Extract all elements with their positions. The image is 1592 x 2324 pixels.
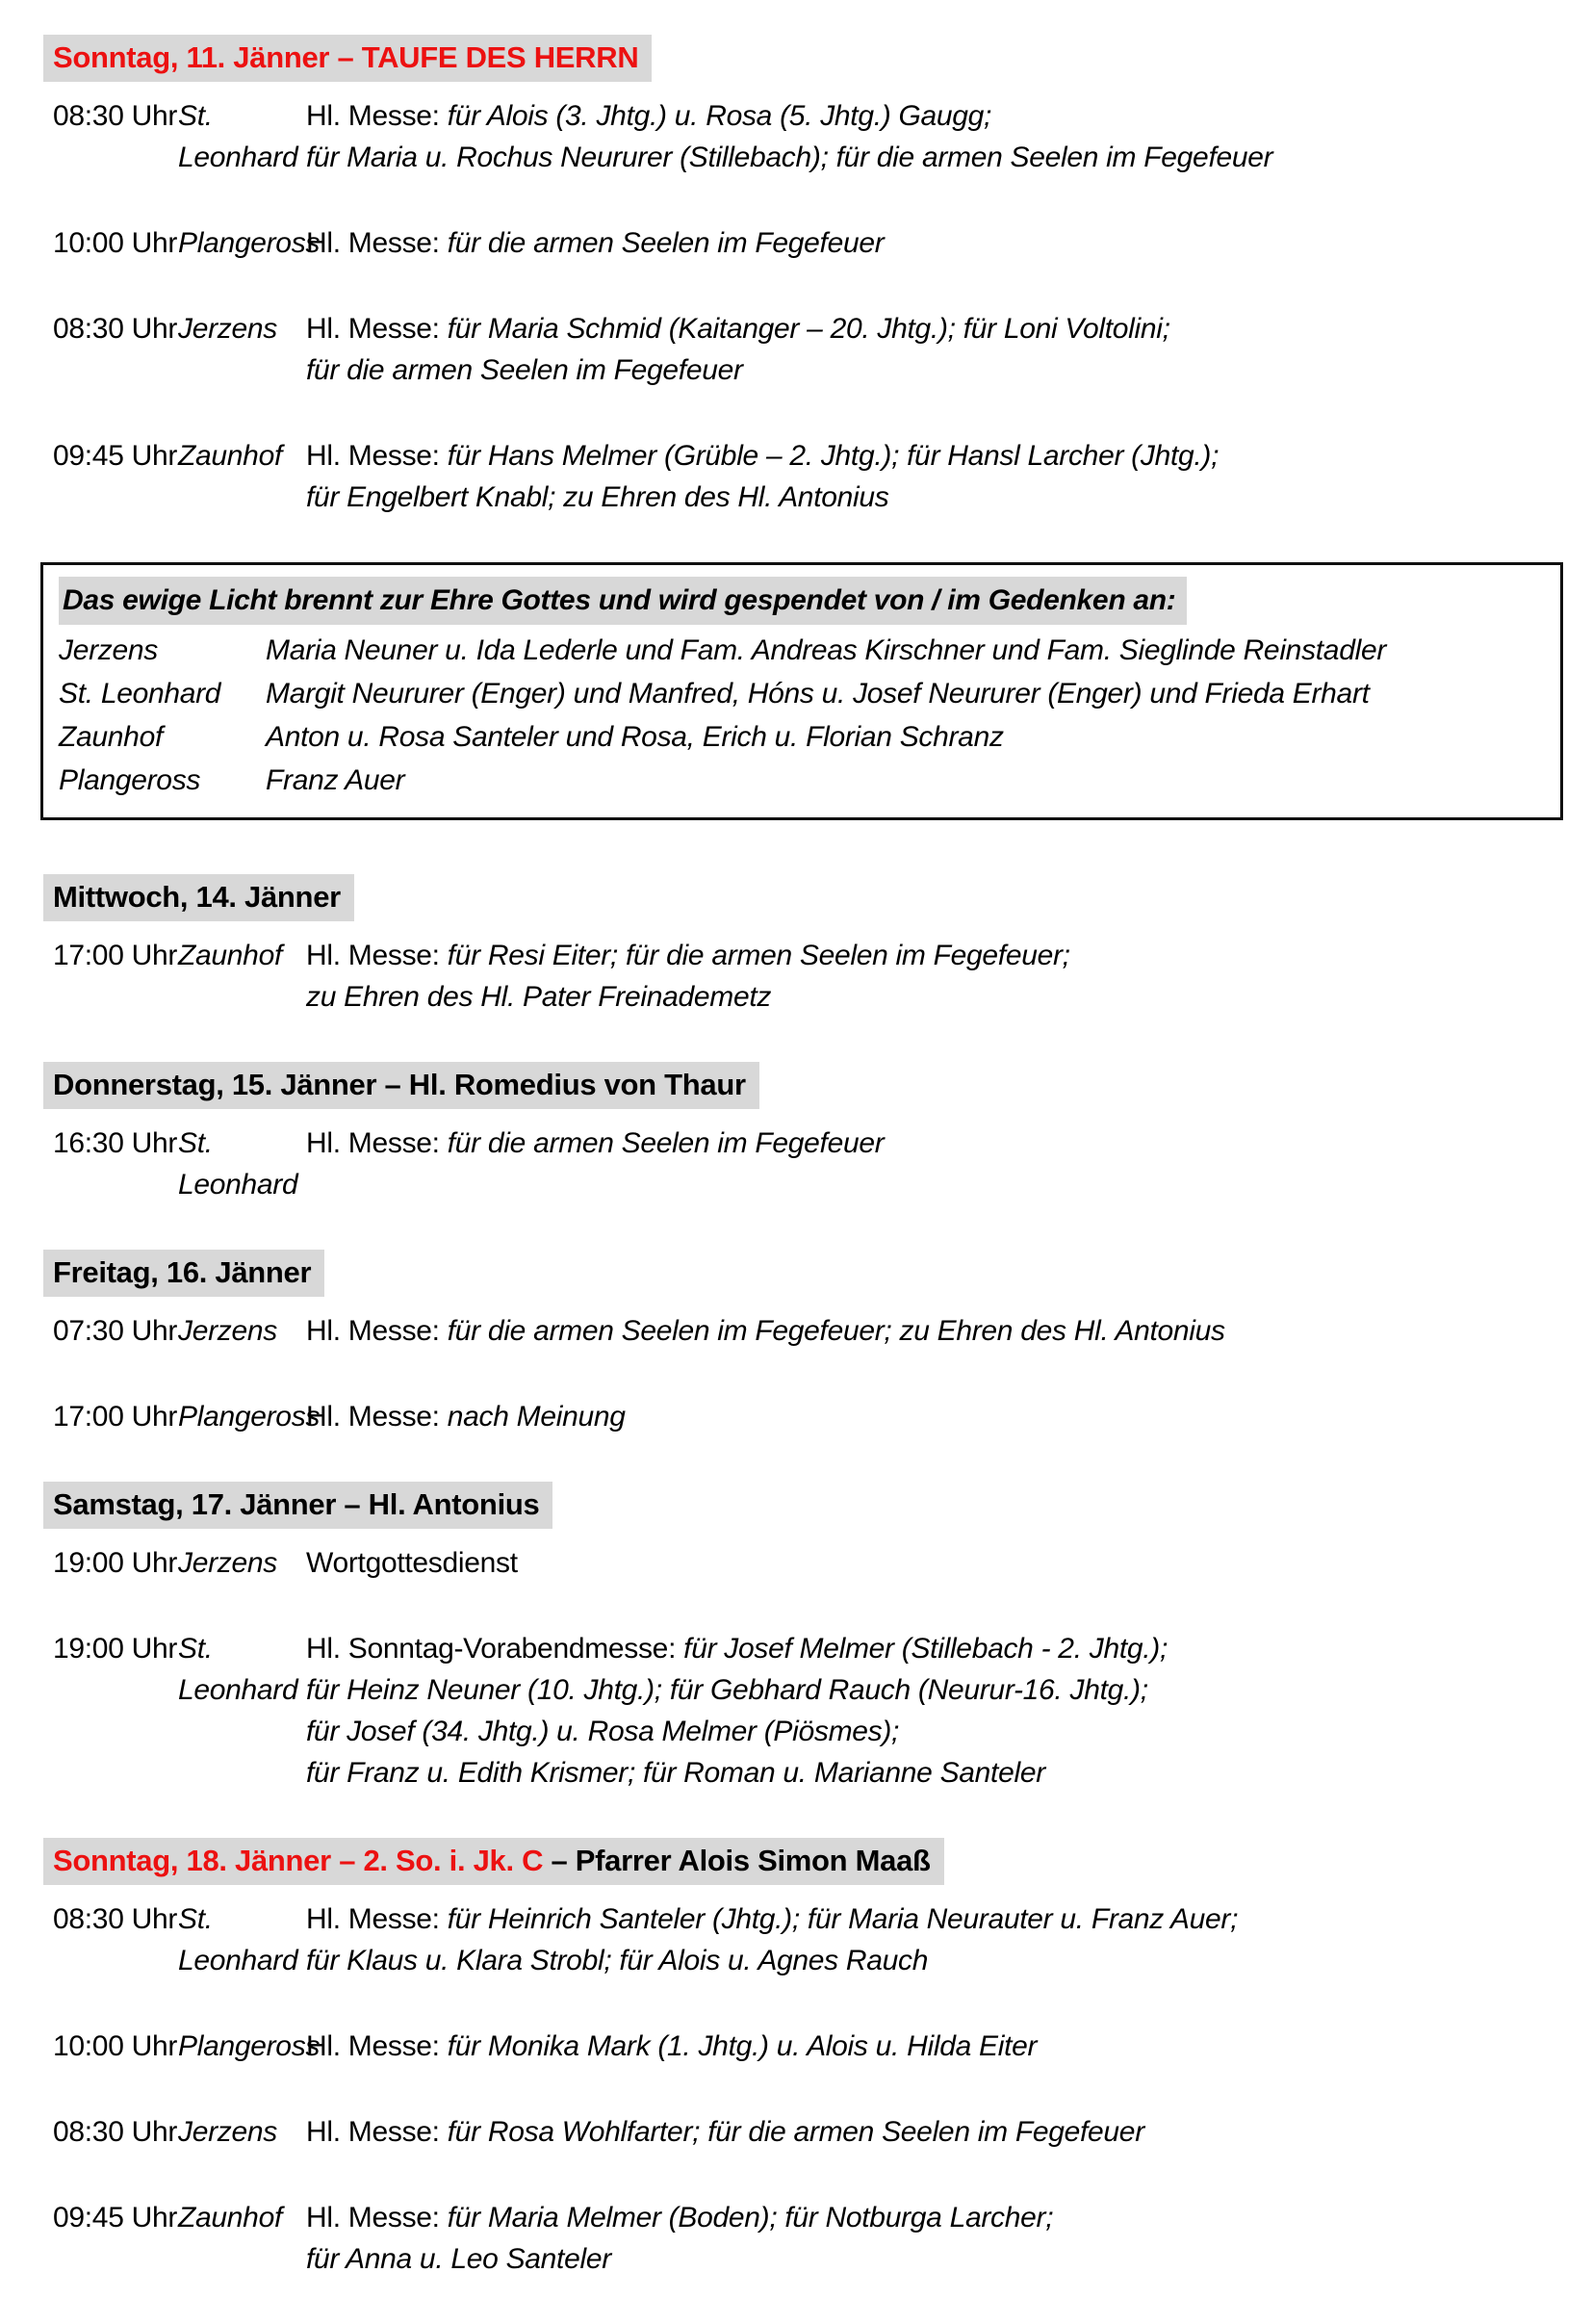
entry-time: 17:00 Uhr — [53, 940, 178, 971]
box-row — [59, 759, 1545, 802]
entry-description — [306, 1898, 1552, 1981]
intention-line: für Hans Melmer (Grüble – 2. Jhtg.); für Hansl Larcher (Jhtg.); — [447, 440, 1220, 472]
entry-time: 09:45 Uhr — [53, 440, 178, 472]
section-sonntag-18 — [53, 1838, 1552, 2280]
schedule-entry — [53, 95, 1552, 178]
entry-description — [306, 2197, 1552, 2280]
entry-location: St. Leonhard — [178, 1127, 298, 1201]
entry-time: 08:30 Uhr — [53, 1903, 178, 1935]
section-mittwoch-14 — [53, 874, 1552, 1018]
schedule-entry — [53, 2026, 1552, 2067]
intention-line: für die armen Seelen im Fegefeuer — [447, 1127, 885, 1159]
entry-location: St. Leonhard — [178, 1903, 298, 1976]
entry-location: Plangeross — [178, 2030, 321, 2062]
entry-description — [306, 95, 1552, 178]
entry-time: 07:30 Uhr — [53, 1315, 178, 1347]
service-label: Hl. Messe: — [306, 313, 440, 345]
section-donnerstag-15 — [53, 1062, 1552, 1205]
schedule-entry — [53, 435, 1552, 518]
heading-highlight — [43, 35, 652, 82]
service-label: Hl. Messe: — [306, 1903, 440, 1935]
intention-line: für Monika Mark (1. Jhtg.) u. Alois u. Hilda Eiter — [447, 2030, 1038, 2062]
intention-line: zu Ehren des Hl. Pater Freinademetz — [306, 981, 772, 1013]
intention-line: für die armen Seelen im Fegefeuer; zu Ehren des Hl. Antonius — [447, 1315, 1225, 1347]
heading-highlight — [43, 1838, 944, 1885]
intention-line: für Klaus u. Klara Strobl; für Alois u. Agnes Rauch — [306, 1945, 929, 1976]
heading-highlight — [43, 1250, 324, 1297]
entry-time: 19:00 Uhr — [53, 1547, 178, 1579]
entry-description — [306, 1542, 1552, 1584]
intention-line: für Maria Melmer (Boden); für Notburga Larcher; — [447, 2202, 1054, 2234]
schedule-entry — [53, 1542, 1552, 1584]
box-row — [59, 715, 1545, 759]
box-location: Jerzens — [59, 634, 158, 666]
entry-time: 08:30 Uhr — [53, 2116, 178, 2148]
intention-line: für Engelbert Knabl; zu Ehren des Hl. Antonius — [306, 481, 889, 513]
entry-description — [306, 222, 1552, 264]
service-label: Wortgottesdienst — [306, 1547, 518, 1579]
schedule-entry — [53, 308, 1552, 391]
service-label: Hl. Messe: — [306, 227, 440, 259]
box-names: Maria Neuner u. Ida Lederle und Fam. Andreas Kirschner und Fam. Sieglinde Reinstadler — [266, 634, 1387, 666]
entry-location: Plangeross — [178, 227, 321, 259]
heading-red-text: Sonntag, 11. Jänner – TAUFE DES HERRN — [53, 40, 639, 74]
service-label: Hl. Messe: — [306, 2030, 440, 2062]
heading-red-text: Sonntag, 18. Jänner – 2. So. i. Jk. C — [53, 1844, 552, 1877]
section-heading — [53, 1250, 1552, 1297]
entry-description — [306, 1310, 1552, 1352]
section-heading — [53, 874, 1552, 921]
intention-line: für Maria u. Rochus Neururer (Stillebach); für die armen Seelen im Fegefeuer — [306, 142, 1273, 173]
service-label: Hl. Sonntag-Vorabendmesse: — [306, 1633, 677, 1665]
section-samstag-17 — [53, 1482, 1552, 1794]
intention-line: für Heinrich Santeler (Jhtg.); für Maria Neurauter u. Franz Auer; — [447, 1903, 1239, 1935]
service-label: Hl. Messe: — [306, 2116, 440, 2148]
heading-highlight — [43, 874, 354, 921]
schedule-entry — [53, 2111, 1552, 2153]
entry-time: 10:00 Uhr — [53, 2030, 178, 2062]
entry-time: 08:30 Uhr — [53, 313, 178, 345]
entry-time: 17:00 Uhr — [53, 1401, 178, 1433]
entry-description — [306, 2111, 1552, 2153]
service-label: Hl. Messe: — [306, 1127, 440, 1159]
entry-location: Zaunhof — [178, 940, 282, 971]
service-label: Hl. Messe: — [306, 940, 440, 971]
box-location: St. Leonhard — [59, 678, 221, 710]
heading-highlight — [43, 1062, 759, 1109]
section-heading — [53, 1062, 1552, 1109]
intention-line: für die armen Seelen im Fegefeuer — [306, 354, 743, 386]
entry-description — [306, 1396, 1552, 1437]
schedule-entry — [53, 1310, 1552, 1352]
intention-line: für Franz u. Edith Krismer; für Roman u. Marianne Santeler — [306, 1757, 1045, 1789]
section-heading — [53, 35, 1552, 82]
box-location: Plangeross — [59, 764, 201, 796]
section-freitag-16 — [53, 1250, 1552, 1437]
entry-location: St. Leonhard — [178, 100, 298, 173]
box-row — [59, 672, 1545, 715]
intention-line: nach Meinung — [447, 1401, 626, 1433]
heading-black-text: Mittwoch, 14. Jänner — [53, 880, 341, 914]
section-heading — [53, 1838, 1552, 1885]
intention-line: für Maria Schmid (Kaitanger – 20. Jhtg.); für Loni Voltolini; — [447, 313, 1170, 345]
service-label: Hl. Messe: — [306, 2202, 440, 2234]
entry-location: Zaunhof — [178, 440, 282, 472]
heading-highlight — [43, 1482, 552, 1529]
box-names: Margit Neururer (Enger) und Manfred, Hóns u. Josef Neururer (Enger) und Frieda Erhart — [266, 678, 1370, 710]
schedule-entry — [53, 222, 1552, 264]
box-title: Das ewige Licht brennt zur Ehre Gottes und wird gespendet von / im Gedenken an: — [59, 577, 1187, 625]
entry-description — [306, 2026, 1552, 2067]
intention-line: für Resi Eiter; für die armen Seelen im Fegefeuer; — [447, 940, 1070, 971]
schedule-entry — [53, 1396, 1552, 1437]
service-label: Hl. Messe: — [306, 1401, 440, 1433]
entry-location: Jerzens — [178, 2116, 277, 2148]
box-location: Zaunhof — [59, 721, 163, 753]
box-names: Franz Auer — [266, 764, 405, 796]
box-title-row — [59, 577, 1545, 629]
entry-description — [306, 308, 1552, 391]
entry-time: 19:00 Uhr — [53, 1633, 178, 1665]
heading-black-text: Donnerstag, 15. Jänner – Hl. Romedius von Thaur — [53, 1068, 746, 1101]
entry-location: Jerzens — [178, 1315, 277, 1347]
intention-line: für Alois (3. Jhtg.) u. Rosa (5. Jhtg.) Gaugg; — [447, 100, 992, 132]
section-heading — [53, 1482, 1552, 1529]
box-names: Anton u. Rosa Santeler und Rosa, Erich u. Florian Schranz — [266, 721, 1004, 753]
entry-description — [306, 935, 1552, 1018]
entry-location: Zaunhof — [178, 2202, 282, 2234]
schedule-entry — [53, 2197, 1552, 2280]
entry-description — [306, 435, 1552, 518]
service-label: Hl. Messe: — [306, 100, 440, 132]
eternal-light-box — [40, 562, 1563, 820]
heading-black-text: – Pfarrer Alois Simon Maaß — [551, 1844, 931, 1877]
heading-black-text: Samstag, 17. Jänner – Hl. Antonius — [53, 1487, 540, 1521]
entry-time: 08:30 Uhr — [53, 100, 178, 132]
entry-location: Jerzens — [178, 313, 277, 345]
intention-line: für Anna u. Leo Santeler — [306, 2243, 611, 2275]
intention-line: für Rosa Wohlfarter; für die armen Seelen im Fegefeuer — [447, 2116, 1144, 2148]
intention-line: für Heinz Neuner (10. Jhtg.); für Gebhard Rauch (Neurur-16. Jhtg.); — [306, 1674, 1148, 1706]
entry-location: Plangeross — [178, 1401, 321, 1433]
entry-time: 10:00 Uhr — [53, 227, 178, 259]
heading-black-text: Freitag, 16. Jänner — [53, 1255, 312, 1289]
entry-description — [306, 1628, 1552, 1794]
entry-location: St. Leonhard — [178, 1633, 298, 1706]
intention-line: für Josef Melmer (Stillebach - 2. Jhtg.); — [683, 1633, 1168, 1665]
intention-line: für die armen Seelen im Fegefeuer — [447, 227, 885, 259]
intention-line: für Josef (34. Jhtg.) u. Rosa Melmer (Piösmes); — [306, 1716, 900, 1747]
schedule-entry — [53, 1898, 1552, 1981]
schedule-entry — [53, 1123, 1552, 1205]
schedule-entry — [53, 935, 1552, 1018]
section-sonntag-11 — [53, 35, 1552, 518]
service-label: Hl. Messe: — [306, 440, 440, 472]
entry-time: 16:30 Uhr — [53, 1127, 178, 1159]
entry-location: Jerzens — [178, 1547, 277, 1579]
box-row — [59, 629, 1545, 672]
service-label: Hl. Messe: — [306, 1315, 440, 1347]
entry-time: 09:45 Uhr — [53, 2202, 178, 2234]
entry-description — [306, 1123, 1552, 1164]
schedule-entry — [53, 1628, 1552, 1794]
